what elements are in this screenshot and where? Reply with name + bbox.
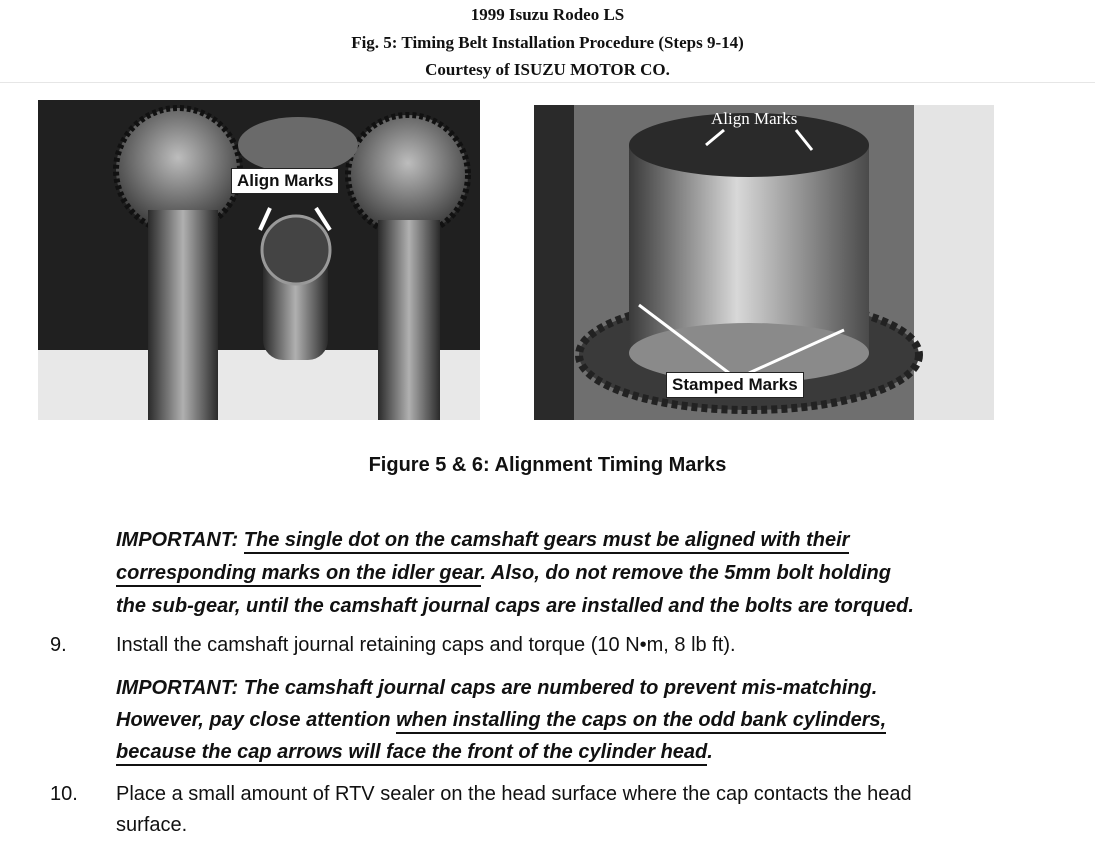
note1-underlined-text-1: The single dot on the camshaft gears must be aligned with their: [244, 529, 850, 554]
important-note-1-line-3: the sub-gear, until the camshaft journal caps are installed and the bolts are torqued.: [116, 595, 914, 617]
figure-caption: Figure 5 & 6: Alignment Timing Marks: [368, 454, 727, 476]
important-note-1-line-2: [116, 557, 891, 589]
header-figure-title: Fig. 5: Timing Belt Installation Procedure (Steps 9-14): [351, 33, 744, 52]
align-marks-label: Align Marks: [231, 168, 339, 194]
note2-underlined-text-1: when installing the caps on the odd bank cylinders,: [396, 709, 886, 734]
header-courtesy: Courtesy of ISUZU MOTOR CO.: [425, 60, 670, 79]
note2-underlined-text-2: because the cap arrows will face the front of the cylinder head: [116, 741, 707, 766]
important-note-1-line-1: [116, 524, 849, 556]
note1-line-2-rest: . Also, do not remove the 5mm bolt holding: [480, 562, 891, 584]
important-note-2-line-1: IMPORTANT: The camshaft journal caps are numbered to prevent mis-matching.: [116, 677, 878, 699]
important-note-2-line-2: [116, 704, 886, 736]
step-10-number: 10.: [50, 783, 78, 805]
step-10-text-line-2: surface.: [116, 814, 188, 836]
stamped-marks-label: Stamped Marks: [666, 372, 804, 398]
step-10-text-line-1: Place a small amount of RTV sealer on the head surface where the cap contacts the head: [116, 783, 912, 805]
step-9-number: 9.: [50, 634, 67, 656]
step-9-text: Install the camshaft journal retaining caps and torque (10 N•m, 8 lb ft).: [116, 634, 736, 656]
note2-line-2-start: However, pay close attention: [116, 709, 397, 731]
stamped-marks-photo: [534, 105, 994, 420]
important-label: IMPORTANT:: [116, 529, 239, 551]
document-header: [0, 0, 1095, 83]
align-marks-top-label: Align Marks: [711, 109, 798, 128]
note1-underlined-text-2: corresponding marks on the idler gear: [116, 562, 481, 587]
header-vehicle: 1999 Isuzu Rodeo LS: [470, 5, 625, 24]
important-note-2-line-3: [116, 736, 713, 768]
camshaft-gears-photo: [38, 100, 480, 420]
note2-line-3-end: .: [707, 741, 713, 763]
camshaft-gears-illustration: [38, 100, 480, 420]
